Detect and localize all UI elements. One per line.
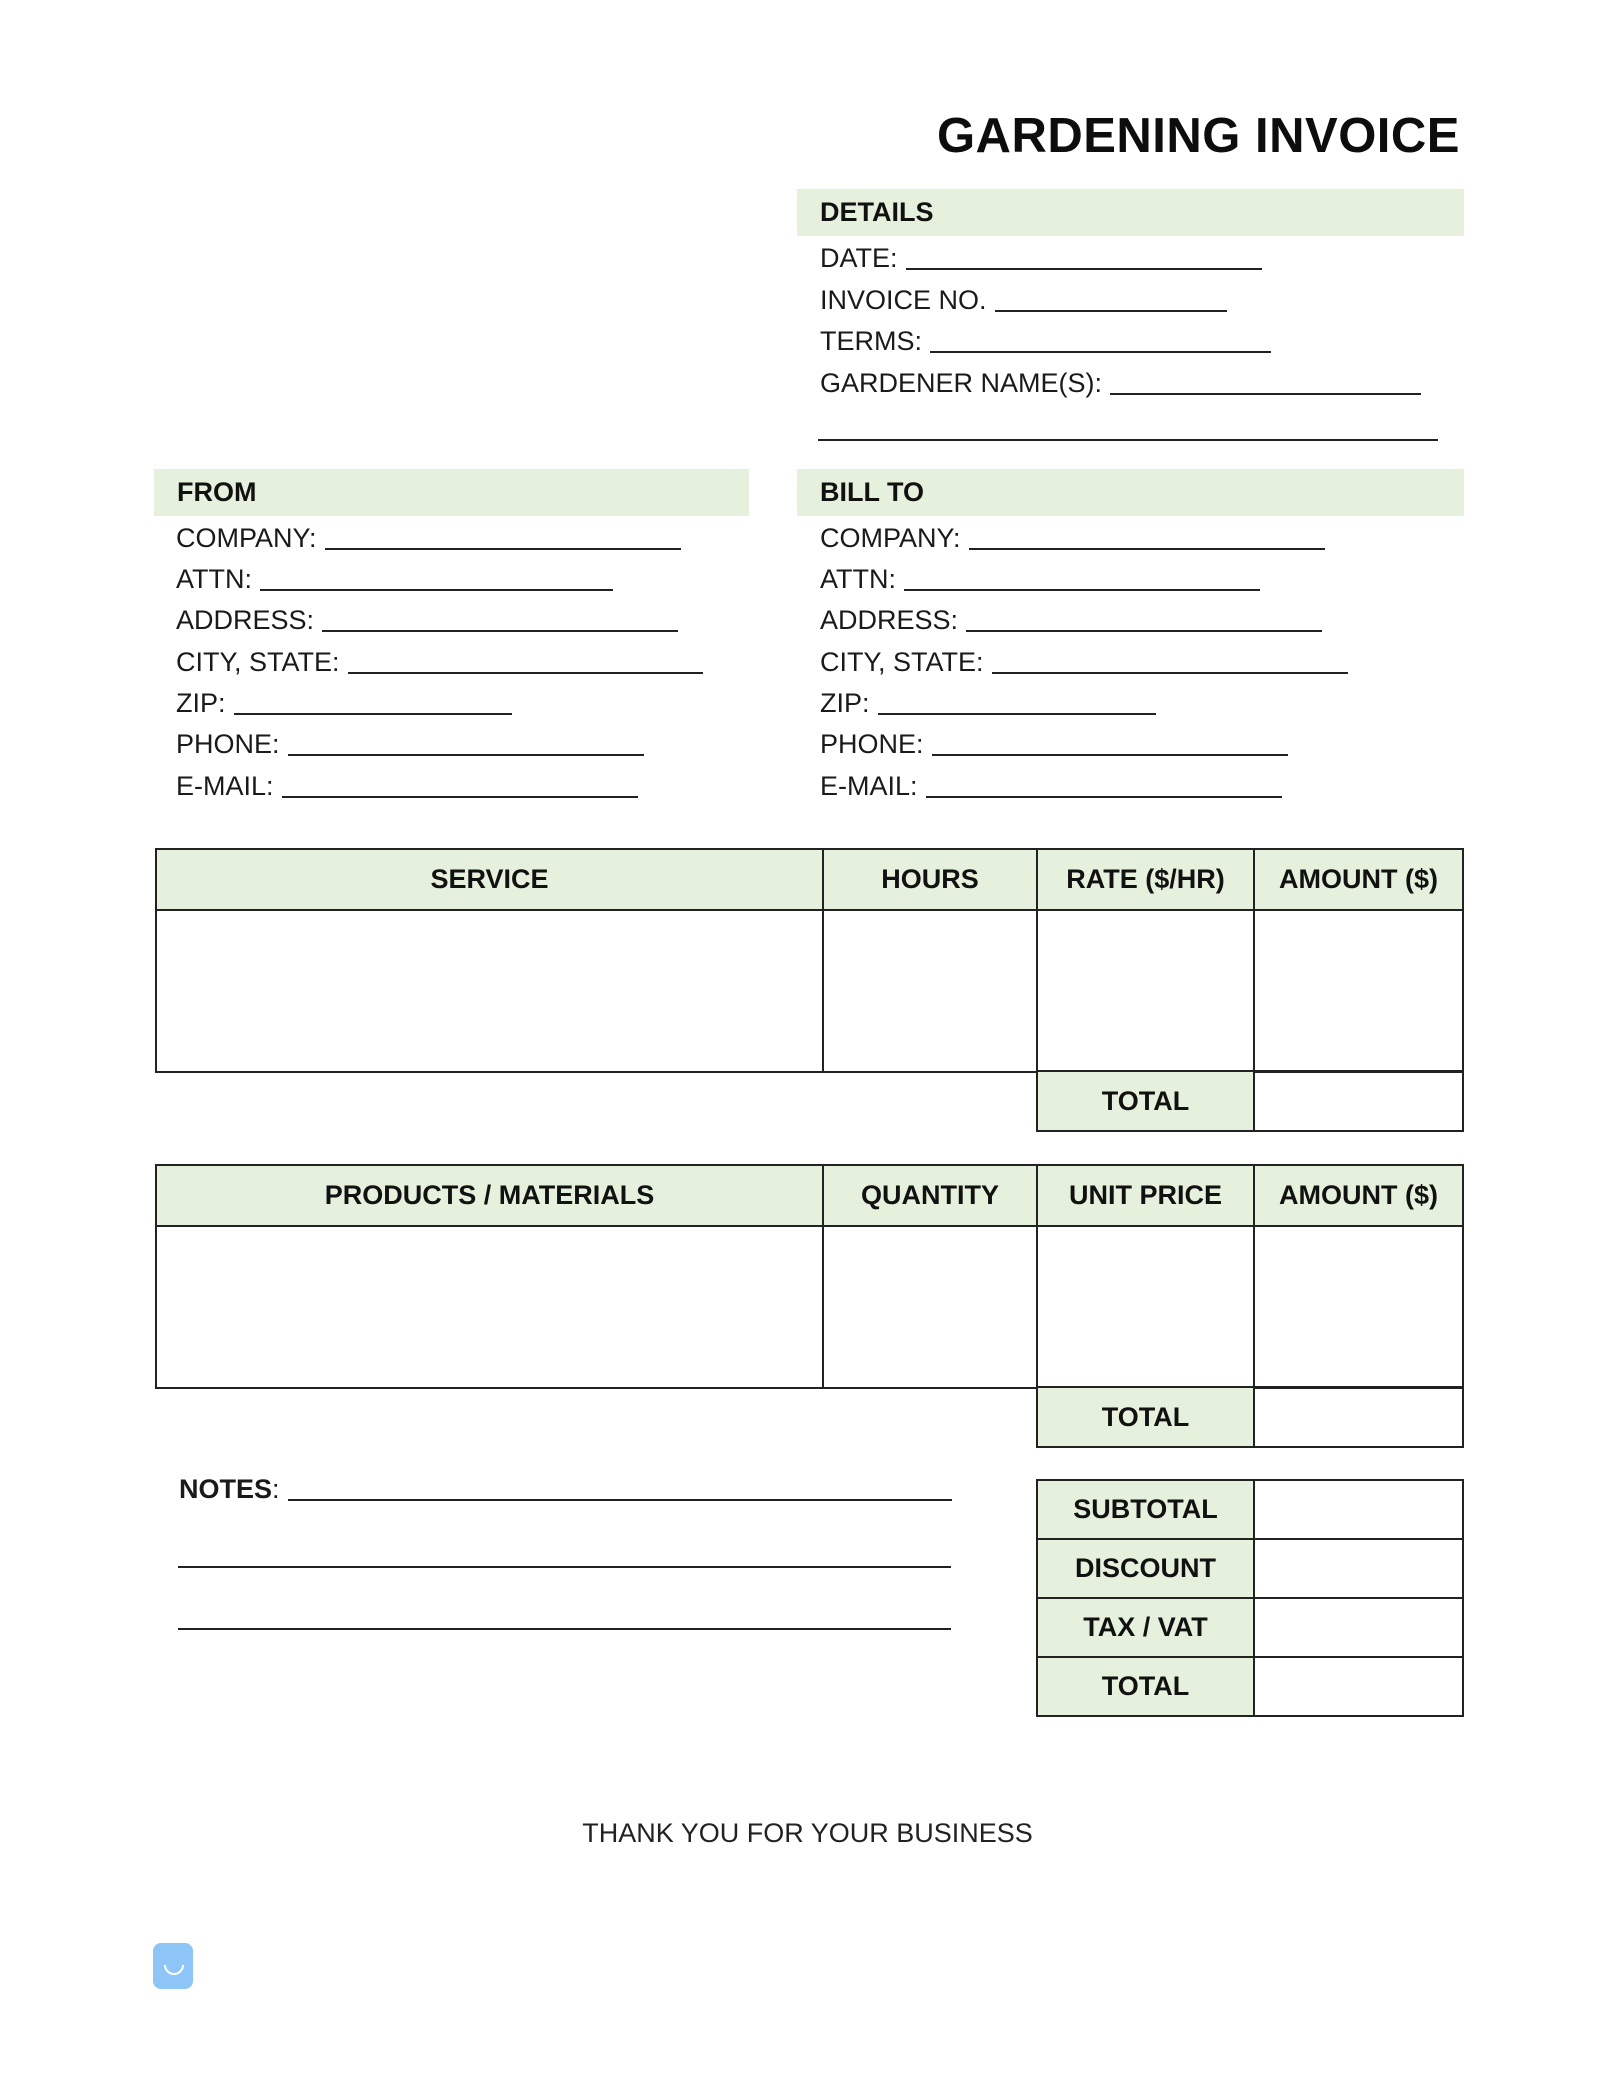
- unit-price-column-header: UNIT PRICE: [1037, 1165, 1254, 1226]
- from-company-field[interactable]: [176, 522, 681, 554]
- bill-to-email-input-line[interactable]: [926, 796, 1282, 798]
- date-label: DATE:: [820, 243, 898, 273]
- terms-label: TERMS:: [820, 326, 923, 356]
- summary-table: [1036, 1479, 1464, 1717]
- tax-row: [1037, 1598, 1463, 1657]
- from-attn-label: ATTN:: [176, 564, 252, 594]
- bill-to-zip-input-line[interactable]: [878, 713, 1156, 715]
- tax-value[interactable]: [1254, 1598, 1463, 1657]
- from-address-field[interactable]: [176, 604, 678, 636]
- hours-column-header: HOURS: [823, 849, 1037, 910]
- terms-field[interactable]: [820, 325, 1271, 357]
- invoice-no-label: INVOICE NO.: [820, 285, 987, 315]
- quantity-column-header: QUANTITY: [823, 1165, 1037, 1226]
- invoice-title: GARDENING INVOICE: [936, 109, 1460, 163]
- products-amount-cell[interactable]: [1254, 1226, 1463, 1388]
- bill-to-heading: BILL TO: [797, 469, 1464, 516]
- from-phone-label: PHONE:: [176, 729, 280, 759]
- from-city-state-input-line[interactable]: [348, 672, 703, 674]
- products-amount-column-header: AMOUNT ($): [1254, 1165, 1463, 1226]
- discount-label: DISCOUNT: [1037, 1539, 1254, 1598]
- subtotal-value[interactable]: [1254, 1480, 1463, 1539]
- discount-value[interactable]: [1254, 1539, 1463, 1598]
- services-entry-row[interactable]: [156, 910, 1463, 1072]
- bill-to-city-state-label: CITY, STATE:: [820, 647, 984, 677]
- services-table: [155, 848, 1464, 1073]
- notes-input-line-1[interactable]: [288, 1499, 952, 1501]
- services-total-label: TOTAL: [1037, 1071, 1254, 1131]
- bill-to-city-state-input-line[interactable]: [992, 672, 1348, 674]
- from-phone-input-line[interactable]: [288, 754, 644, 756]
- notes-label: NOTES: [179, 1474, 273, 1504]
- bill-to-company-label: COMPANY:: [820, 523, 961, 553]
- quantity-cell[interactable]: [823, 1226, 1037, 1388]
- bill-to-zip-field[interactable]: [820, 687, 1156, 719]
- invoice-no-input-line[interactable]: [995, 310, 1227, 312]
- details-heading: DETAILS: [797, 189, 1464, 236]
- service-amount-cell[interactable]: [1254, 910, 1463, 1072]
- products-total-row: [1036, 1386, 1464, 1448]
- from-heading: FROM: [154, 469, 749, 516]
- products-total-label: TOTAL: [1037, 1387, 1254, 1447]
- from-email-input-line[interactable]: [282, 796, 638, 798]
- from-attn-input-line[interactable]: [260, 589, 613, 591]
- products-entry-row[interactable]: [156, 1226, 1463, 1388]
- service-cell[interactable]: [156, 910, 823, 1072]
- from-zip-label: ZIP:: [176, 688, 226, 718]
- bill-to-email-label: E-MAIL:: [820, 771, 918, 801]
- services-total-row: [1036, 1070, 1464, 1132]
- product-cell[interactable]: [156, 1226, 823, 1388]
- grand-total-label: TOTAL: [1037, 1657, 1254, 1716]
- bill-to-attn-input-line[interactable]: [904, 589, 1260, 591]
- notes-input-line-2[interactable]: [178, 1566, 951, 1568]
- brand-logo-icon: [153, 1943, 193, 1989]
- subtotal-row: [1037, 1480, 1463, 1539]
- from-address-label: ADDRESS:: [176, 605, 315, 635]
- date-field[interactable]: [820, 242, 1262, 274]
- grand-total-value[interactable]: [1254, 1657, 1463, 1716]
- from-phone-field[interactable]: [176, 728, 644, 760]
- hours-cell[interactable]: [823, 910, 1037, 1072]
- gardener-name-input-line[interactable]: [1110, 393, 1421, 395]
- terms-input-line[interactable]: [930, 351, 1271, 353]
- services-header-row: [156, 849, 1463, 910]
- gardener-name-field[interactable]: [820, 367, 1421, 399]
- products-total-value[interactable]: [1254, 1387, 1463, 1447]
- from-email-label: E-MAIL:: [176, 771, 274, 801]
- bill-to-attn-label: ATTN:: [820, 564, 896, 594]
- bill-to-company-field[interactable]: [820, 522, 1325, 554]
- date-input-line[interactable]: [906, 268, 1262, 270]
- from-city-state-label: CITY, STATE:: [176, 647, 340, 677]
- gardener-name-extra-line[interactable]: [818, 439, 1438, 441]
- from-company-input-line[interactable]: [325, 548, 681, 550]
- bill-to-attn-field[interactable]: [820, 563, 1260, 595]
- thank-you-message: THANK YOU FOR YOUR BUSINESS: [582, 1818, 1033, 1848]
- bill-to-phone-label: PHONE:: [820, 729, 924, 759]
- bill-to-phone-input-line[interactable]: [932, 754, 1288, 756]
- bill-to-company-input-line[interactable]: [969, 548, 1325, 550]
- from-city-state-field[interactable]: [176, 646, 703, 678]
- rate-column-header: RATE ($/HR): [1037, 849, 1254, 910]
- service-column-header: SERVICE: [156, 849, 823, 910]
- subtotal-label: SUBTOTAL: [1037, 1480, 1254, 1539]
- from-address-input-line[interactable]: [322, 630, 678, 632]
- bill-to-zip-label: ZIP:: [820, 688, 870, 718]
- products-table: [155, 1164, 1464, 1389]
- bill-to-city-state-field[interactable]: [820, 646, 1348, 678]
- gardener-name-label: GARDENER NAME(S):: [820, 368, 1103, 398]
- bill-to-address-field[interactable]: [820, 604, 1322, 636]
- grand-total-row: [1037, 1657, 1463, 1716]
- from-attn-field[interactable]: [176, 563, 613, 595]
- unit-price-cell[interactable]: [1037, 1226, 1254, 1388]
- bill-to-phone-field[interactable]: [820, 728, 1288, 760]
- invoice-no-field[interactable]: [820, 284, 1227, 316]
- bill-to-address-label: ADDRESS:: [820, 605, 959, 635]
- from-zip-field[interactable]: [176, 687, 512, 719]
- discount-row: [1037, 1539, 1463, 1598]
- from-email-field[interactable]: [176, 770, 638, 802]
- notes-input-line-3[interactable]: [178, 1628, 951, 1630]
- bill-to-email-field[interactable]: [820, 770, 1282, 802]
- from-zip-input-line[interactable]: [234, 713, 512, 715]
- from-company-label: COMPANY:: [176, 523, 317, 553]
- tax-label: TAX / VAT: [1037, 1598, 1254, 1657]
- bill-to-address-input-line[interactable]: [966, 630, 1322, 632]
- notes-field[interactable]: NOTES :: [179, 1473, 952, 1505]
- products-header-row: [156, 1165, 1463, 1226]
- service-amount-column-header: AMOUNT ($): [1254, 849, 1463, 910]
- services-total-value[interactable]: [1254, 1071, 1463, 1131]
- products-column-header: PRODUCTS / MATERIALS: [156, 1165, 823, 1226]
- rate-cell[interactable]: [1037, 910, 1254, 1072]
